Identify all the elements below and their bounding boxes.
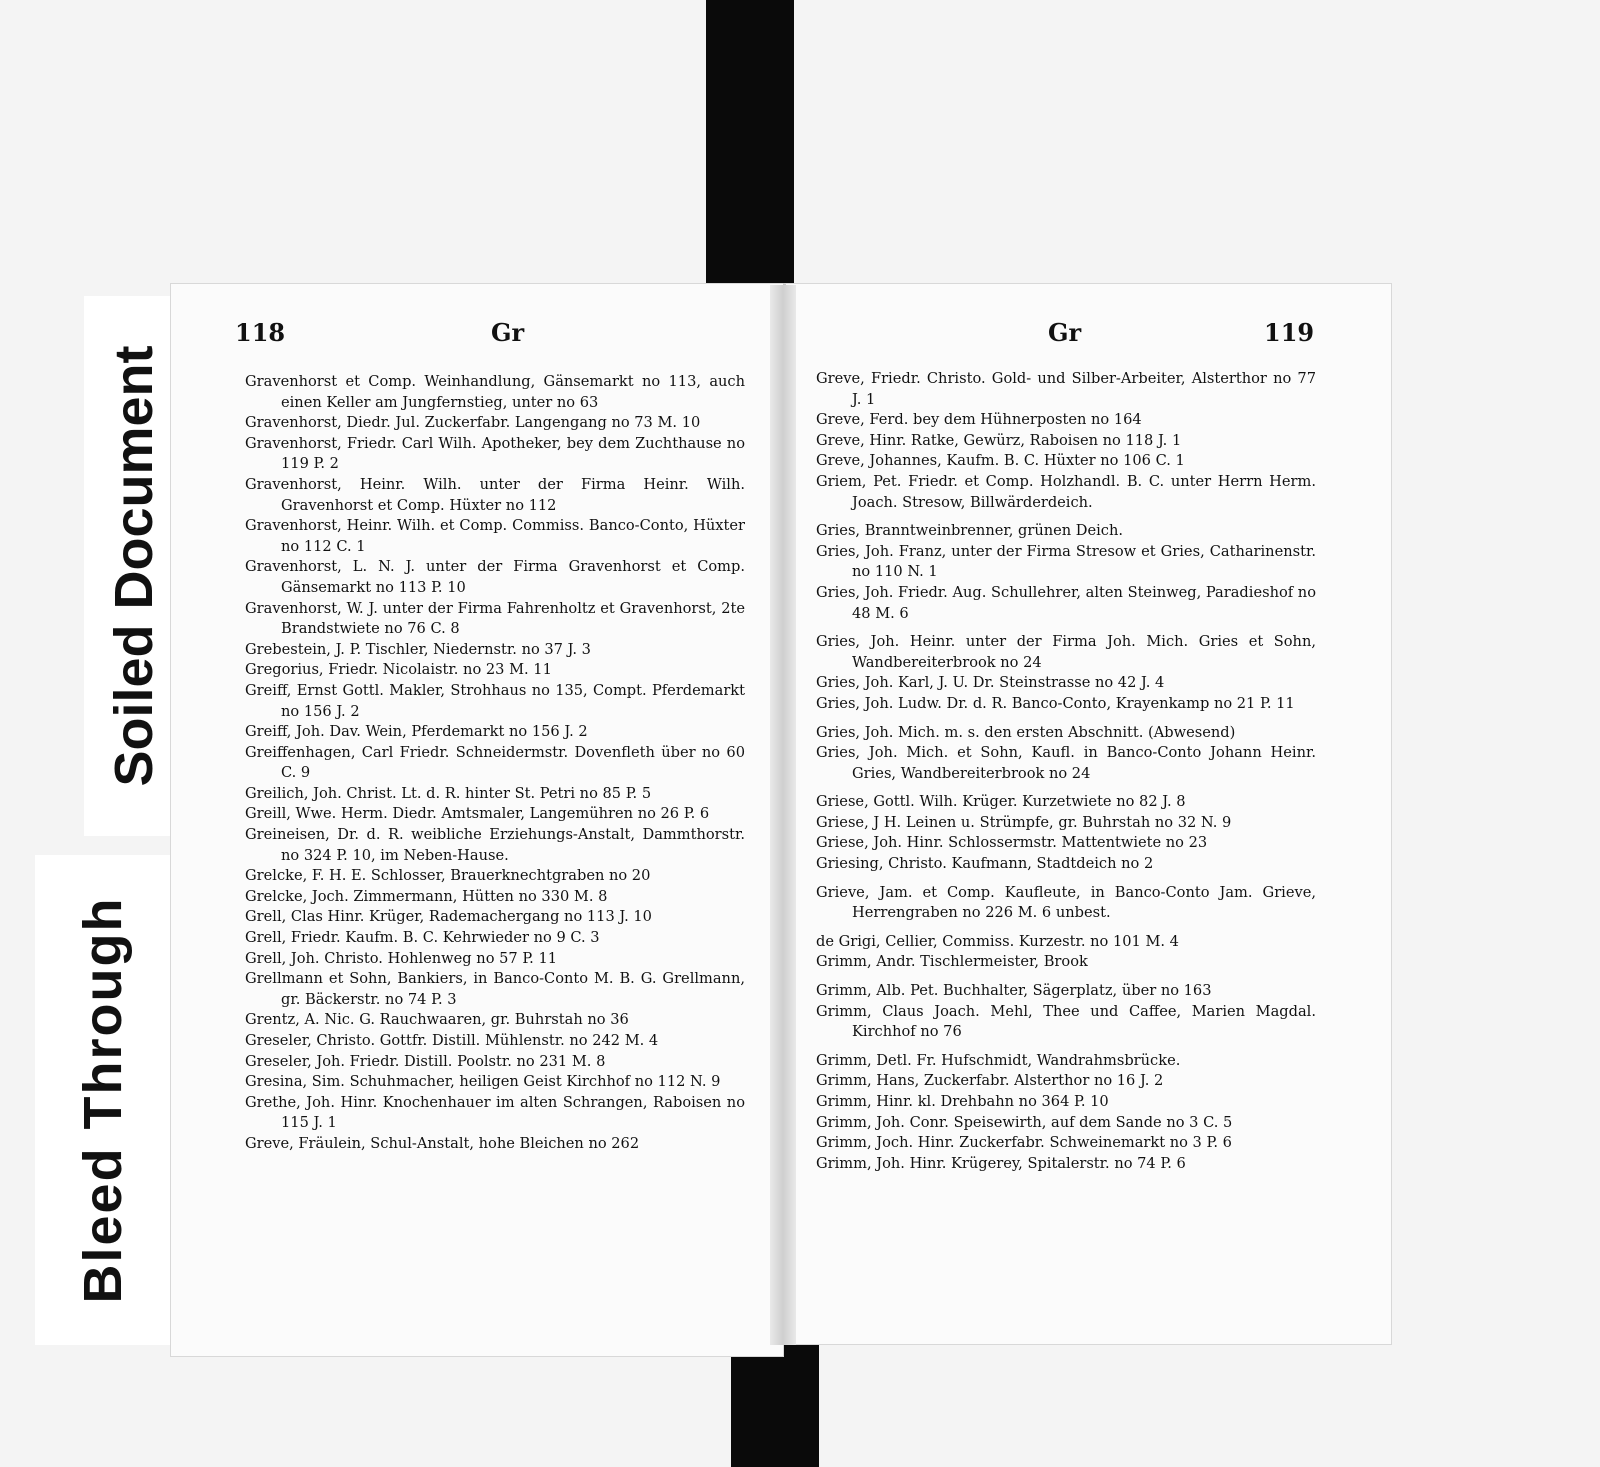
entry-gap xyxy=(816,875,1316,883)
directory-entry: Grellmann et Sohn, Bankiers, in Banco-Conto M. B. G. Grellmann, gr. Bäckerstr. no 74 P. 3 xyxy=(245,970,745,1008)
entry-gap xyxy=(816,715,1316,723)
entry-gap xyxy=(816,924,1316,932)
directory-entry: Gravenhorst, W. J. unter der Firma Fahrenholtz et Gravenhorst, 2te Brandstwiete no 76 C. 8 xyxy=(245,599,745,638)
directory-entry: Greve, Johannes, Kaufm. B. C. Hüxter no 106 C. 1 xyxy=(816,452,1185,470)
directory-entry: Grell, Clas Hinr. Krüger, Rademachergang no 113 J. 10 xyxy=(245,908,652,926)
directory-entry: de Grigi, Cellier, Commiss. Kurzestr. no 101 M. 4 xyxy=(816,932,1179,950)
directory-entry: Grimm, Detl. Fr. Hufschmidt, Wandrahmsbrücke. xyxy=(816,1051,1181,1069)
directory-entry: Grimm, Joh. Conr. Speisewirth, auf dem Sande no 3 C. 5 xyxy=(816,1113,1233,1131)
directory-entry: Grimm, Hinr. kl. Drehbahn no 364 P. 10 xyxy=(816,1093,1109,1110)
directory-entry: Griese, Gottl. Wilh. Krüger. Kurzetwiete no 82 J. 8 xyxy=(816,793,1186,811)
book-gutter xyxy=(770,285,796,1345)
directory-entry: Gresina, Sim. Schuhmacher, heiligen Geist Kirchhof no 112 N. 9 xyxy=(245,1073,721,1091)
section-mark: Gr xyxy=(491,318,525,347)
directory-entry: Gravenhorst, Heinr. Wilh. et Comp. Commiss. Banco-Conto, Hüxter no 112 C. 1 xyxy=(245,517,745,555)
right-page xyxy=(783,283,1392,1345)
directory-entry: Greve, Ferd. bey dem Hühnerposten no 164 xyxy=(816,411,1142,429)
directory-entry: Gravenhorst, Diedr. Jul. Zuckerfabr. Langengang no 73 M. 10 xyxy=(245,414,701,432)
soiled-document-label xyxy=(84,296,184,836)
directory-entry: Gries, Joh. Franz, unter der Firma Stresow et Gries, Catharinenstr. no 110 N. 1 xyxy=(816,542,1316,581)
directory-entry: Gries, Joh. Mich. m. s. den ersten Abschnitt. (Abwesend) xyxy=(816,723,1236,741)
directory-entry: Griesing, Christo. Kaufmann, Stadtdeich no 2 xyxy=(816,855,1154,873)
directory-entry: Gries, Joh. Mich. et Sohn, Kaufl. in Banco-Conto Johann Heinr. Gries, Wandbereiterbrook no 24 xyxy=(816,744,1316,782)
soiled-document-text: Soiled Document xyxy=(104,345,164,787)
directory-entry: Greilich, Joh. Christ. Lt. d. R. hinter St. Petri no 85 P. 5 xyxy=(245,784,652,802)
page-number: 118 xyxy=(235,318,286,347)
directory-entry: Gravenhorst, Friedr. Carl Wilh. Apotheker, bey dem Zuchthause no 119 P. 2 xyxy=(245,434,745,473)
directory-entry: Grethe, Joh. Hinr. Knochenhauer im alten Schrangen, Raboisen no 115 J. 1 xyxy=(245,1093,745,1132)
directory-entry: Greill, Wwe. Herm. Diedr. Amtsmaler, Langemühren no 26 P. 6 xyxy=(245,805,710,823)
directory-entry: Gries, Joh. Heinr. unter der Firma Joh. Mich. Gries et Sohn, Wandbereiterbrook no 24 xyxy=(816,633,1316,671)
directory-entry: Gravenhorst, Heinr. Wilh. unter der Firma Heinr. Wilh. Gravenhorst et Comp. Hüxter no 112 xyxy=(245,475,745,514)
entry-gap xyxy=(816,1043,1316,1051)
directory-entry: Grimm, Andr. Tischlermeister, Brook xyxy=(816,953,1088,971)
right-entry-list xyxy=(816,369,1316,1174)
entry-gap xyxy=(816,624,1316,632)
directory-entry: Greve, Fräulein, Schul-Anstalt, hohe Bleichen no 262 xyxy=(245,1134,640,1152)
directory-entry: Griese, Joh. Hinr. Schlossermstr. Mattentwiete no 23 xyxy=(816,834,1208,852)
bleed-through-label xyxy=(35,855,170,1345)
directory-entry: Gravenhorst, L. N. J. unter der Firma Gravenhorst et Comp. Gänsemarkt no 113 P. 10 xyxy=(245,558,745,596)
directory-entry: Grentz, A. Nic. G. Rauchwaaren, gr. Buhrstah no 36 xyxy=(245,1011,629,1029)
entry-gap xyxy=(816,973,1316,981)
directory-entry: Greve, Friedr. Christo. Gold- und Silber-Arbeiter, Alsterthor no 77 J. 1 xyxy=(816,370,1316,408)
directory-entry: Grell, Joh. Christo. Hohlenweg no 57 P. 11 xyxy=(245,949,558,967)
directory-entry: Gries, Joh. Friedr. Aug. Schullehrer, alten Steinweg, Paradieshof no 48 M. 6 xyxy=(816,583,1316,622)
directory-entry: Grelcke, Joch. Zimmermann, Hütten no 330 M. 8 xyxy=(245,887,608,905)
directory-entry: Greiff, Joh. Dav. Wein, Pferdemarkt no 156 J. 2 xyxy=(245,723,588,741)
directory-entry: Gries, Branntweinbrenner, grünen Deich. xyxy=(816,522,1124,540)
directory-entry: Grimm, Alb. Pet. Buchhalter, Sägerplatz, über no 163 xyxy=(816,982,1212,1000)
directory-entry: Greineisen, Dr. d. R. weibliche Erziehungs-Anstalt, Dammthorstr. no 324 P. 10, im Neben-Hause. xyxy=(245,826,745,864)
directory-entry: Greseler, Christo. Gottfr. Distill. Mühlenstr. no 242 M. 4 xyxy=(245,1032,659,1049)
entry-gap xyxy=(816,513,1316,521)
left-page-header xyxy=(171,318,783,348)
directory-entry: Grieve, Jam. et Comp. Kaufleute, in Banco-Conto Jam. Grieve, Herrengraben no 226 M. 6 unbest. xyxy=(816,883,1316,922)
left-entry-list xyxy=(245,372,745,1155)
directory-entry: Grell, Friedr. Kaufm. B. C. Kehrwieder no 9 C. 3 xyxy=(245,929,600,947)
binding-strip-top xyxy=(706,0,794,285)
section-mark: Gr xyxy=(1048,318,1082,347)
left-page xyxy=(170,283,784,1357)
directory-entry: Greseler, Joh. Friedr. Distill. Poolstr. no 231 M. 8 xyxy=(245,1052,606,1070)
page-number: 119 xyxy=(1264,318,1315,347)
directory-entry: Greve, Hinr. Ratke, Gewürz, Raboisen no 118 J. 1 xyxy=(816,431,1182,449)
directory-entry: Grebestein, J. P. Tischler, Niedernstr. no 37 J. 3 xyxy=(245,640,591,658)
right-page-header xyxy=(786,318,1391,348)
directory-entry: Grimm, Joh. Hinr. Krügerey, Spitalerstr. no 74 P. 6 xyxy=(816,1154,1186,1172)
directory-entry: Grimm, Joch. Hinr. Zuckerfabr. Schweinemarkt no 3 P. 6 xyxy=(816,1134,1232,1152)
directory-entry: Grelcke, F. H. E. Schlosser, Brauerknechtgraben no 20 xyxy=(245,867,651,885)
directory-entry: Gravenhorst et Comp. Weinhandlung, Gänsemarkt no 113, auch einen Keller am Jungfernstieg, unter no 63 xyxy=(245,373,745,411)
entry-gap xyxy=(816,784,1316,792)
directory-entry: Gries, Joh. Ludw. Dr. d. R. Banco-Conto, Krayenkamp no 21 P. 11 xyxy=(816,694,1295,712)
directory-entry: Gregorius, Friedr. Nicolaistr. no 23 M. 11 xyxy=(245,661,552,679)
directory-entry: Grimm, Hans, Zuckerfabr. Alsterthor no 16 J. 2 xyxy=(816,1072,1164,1090)
directory-entry: Grimm, Claus Joach. Mehl, Thee und Caffee, Marien Magdal. Kirchhof no 76 xyxy=(816,1002,1316,1041)
directory-entry: Greiff, Ernst Gottl. Makler, Strohhaus no 135, Compt. Pferdemarkt no 156 J. 2 xyxy=(245,681,745,720)
directory-entry: Griese, J H. Leinen u. Strümpfe, gr. Buhrstah no 32 N. 9 xyxy=(816,813,1232,831)
directory-entry: Gries, Joh. Karl, J. U. Dr. Steinstrasse no 42 J. 4 xyxy=(816,674,1165,692)
directory-entry: Griem, Pet. Friedr. et Comp. Holzhandl. B. C. unter Herrn Herm. Joach. Stresow, Billwärderdeich. xyxy=(816,472,1316,511)
directory-entry: Greiffenhagen, Carl Friedr. Schneidermstr. Dovenfleth über no 60 C. 9 xyxy=(245,743,745,782)
bleed-through-text: Bleed Through xyxy=(72,896,133,1304)
